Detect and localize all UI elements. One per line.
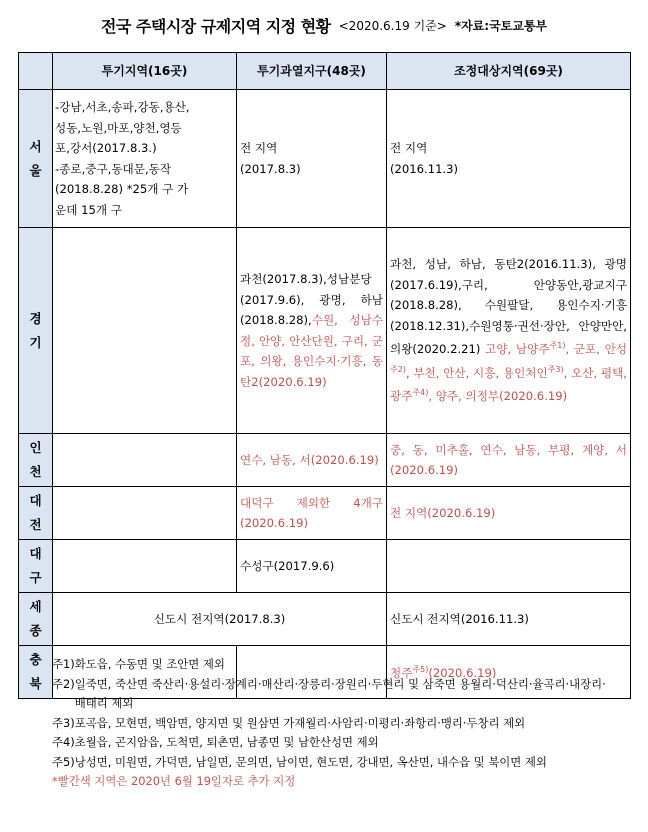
region-label bbox=[19, 135, 52, 183]
gyeonggi-adjustment-existing: 과천, 성남, 하남, 동탄2(2016.11.3), 광명(2017.6.19),구리, 안양동안,광교지구(2018.8.28), 수원팔달, 용인수지·기흥(2018.12.31),수원영통·권선·장안, 안양만안, 의왕(2020.2.21) bbox=[390, 257, 627, 357]
red-highlight-note: *빨간색 지역은 2020년 6월 19일자로 추가 지정 bbox=[52, 774, 296, 788]
seoul-overheated-date: (2017.8.3) bbox=[240, 161, 301, 176]
seoul-spec-line: 포,강서(2017.8.3.) bbox=[55, 141, 157, 155]
footnote-label: 주1) bbox=[52, 657, 75, 671]
gyeonggi-overheated-added: 수원, 성남수정, 안양, 안산단원, 구리, 군포, 의왕, 용인수지·기흥, 동탄2(2020.6.19) bbox=[240, 313, 383, 389]
seoul-adjustment-date: (2016.11.3) bbox=[390, 161, 459, 176]
incheon-overheated-cell: 연수, 남동, 서(2020.6.19) bbox=[237, 434, 387, 487]
footnote-text: 낭성면, 미원면, 가덕면, 남일면, 문의면, 남이면, 현도면, 강내면, 옥산면, 내수읍 및 북이면 제외 bbox=[74, 754, 547, 769]
region-seoul bbox=[19, 90, 53, 228]
added-area: , 오산, 평택, 광주 bbox=[390, 365, 627, 404]
region-char: 세 bbox=[29, 599, 42, 614]
column-header-speculative: 투기지역(16곳) bbox=[53, 53, 237, 90]
column-header-overheated: 투기과열지구(48곳) bbox=[237, 53, 387, 90]
daejeon-overheated-cell: 대덕구 제외한 4개구(2020.6.19) bbox=[237, 487, 387, 540]
gyeonggi-overheated-existing: 과천(2017.8.3),성남분당(2017.9.6), 광명, 하남(2018.8.28), bbox=[240, 272, 383, 327]
region-char: 구 bbox=[29, 570, 42, 585]
region-char: 인 bbox=[29, 440, 42, 455]
region-char: 대 bbox=[29, 493, 42, 508]
note-ref: 주2) bbox=[390, 364, 406, 374]
region-char: 충 bbox=[29, 652, 42, 667]
region-char: 종 bbox=[29, 623, 42, 638]
data-source: *자료:국토교통부 bbox=[454, 18, 548, 33]
region-char: 전 bbox=[29, 517, 42, 532]
region-label bbox=[19, 595, 52, 643]
footnote-text: 초월읍, 곤지암읍, 도척면, 퇴촌면, 남종면 및 남한산성면 제외 bbox=[74, 735, 379, 749]
footnote-label: 주3) bbox=[52, 715, 75, 730]
footnote-item bbox=[52, 733, 612, 753]
footnote-item bbox=[52, 675, 612, 714]
region-char: 대 bbox=[29, 546, 42, 561]
footnote-text: 일죽면, 죽산면 죽산리·용설리·장계리·매산리·장릉리·장원리·두현리 및 삼죽면 용월리·덕산리·율곡리·내장리·배태리 제외 bbox=[74, 676, 606, 710]
daejeon-adjustment-cell: 전 지역(2020.6.19) bbox=[387, 487, 631, 540]
region-label bbox=[19, 436, 52, 484]
added-date: (2020.6.19) bbox=[428, 666, 497, 681]
table-header-row bbox=[19, 53, 631, 90]
note-ref: 주4) bbox=[412, 388, 429, 398]
region-char: 천 bbox=[29, 464, 42, 479]
gyeonggi-overheated-cell bbox=[237, 228, 387, 434]
footnote-text: 포곡읍, 모현면, 백암면, 양지면 및 원삼면 가재월리·사암리·미평리·좌항리·맹리·두창리 제외 bbox=[74, 715, 526, 730]
header-corner bbox=[19, 53, 53, 90]
seoul-spec-line: 운데 15개 구 bbox=[55, 202, 122, 217]
regulation-table bbox=[18, 52, 631, 699]
region-label bbox=[19, 307, 52, 355]
daejeon-speculative-cell bbox=[53, 487, 237, 540]
note-ref: 주1) bbox=[549, 341, 566, 351]
seoul-spec-line: (2018.8.28) *25개 구 가 bbox=[55, 182, 189, 196]
region-char: 경 bbox=[29, 310, 42, 326]
seoul-adjustment-scope: 전 지역 bbox=[390, 141, 428, 155]
region-daejeon bbox=[19, 487, 53, 540]
added-area: , 양주, 의정부(2020.6.19) bbox=[428, 389, 568, 404]
seoul-overheated-scope: 전 지역 bbox=[240, 141, 278, 155]
footnote-label: 주4) bbox=[52, 735, 75, 749]
seoul-spec-line: -종로,중구,동대문,동작 bbox=[55, 161, 172, 176]
region-chungbuk bbox=[19, 646, 53, 699]
seoul-overheated-cell bbox=[237, 90, 387, 228]
gyeonggi-speculative-cell bbox=[53, 228, 237, 434]
region-incheon bbox=[19, 434, 53, 487]
page-title-row bbox=[0, 10, 648, 40]
table-row-seoul bbox=[19, 90, 631, 228]
footnote-item bbox=[52, 753, 612, 773]
added-area: 고양, 남양주 bbox=[485, 342, 550, 357]
added-area: , 부천, 안산, 시흥, 용인처인 bbox=[405, 365, 548, 380]
region-label bbox=[19, 489, 52, 537]
region-gyeonggi bbox=[19, 228, 53, 434]
region-label bbox=[19, 648, 52, 696]
note-ref: 주3) bbox=[547, 364, 564, 374]
table-row-daejeon bbox=[19, 487, 631, 540]
page-title: 전국 주택시장 규제지역 지정 현황 bbox=[100, 16, 331, 36]
footnote-label: 주2) bbox=[52, 676, 75, 691]
seoul-spec-line: -강남,서초,송파,강동,용산, bbox=[55, 100, 190, 114]
reference-date: <2020.6.19 기준> bbox=[338, 18, 447, 33]
footnote-item bbox=[52, 655, 612, 675]
added-area: 청주 bbox=[390, 666, 413, 681]
region-sejong bbox=[19, 593, 53, 646]
daegu-overheated-cell: 수성구(2017.9.6) bbox=[237, 540, 387, 593]
region-char: 북 bbox=[29, 676, 42, 691]
footnote-label: 주5) bbox=[52, 754, 75, 769]
seoul-speculative-cell bbox=[53, 90, 237, 228]
incheon-speculative-cell bbox=[53, 434, 237, 487]
incheon-adjustment-cell: 중, 동, 미추홀, 연수, 남동, 부평, 계양, 서(2020.6.19) bbox=[387, 434, 631, 487]
daegu-speculative-cell bbox=[53, 540, 237, 593]
sejong-speculative-overheated-cell: 신도시 전지역(2017.8.3) bbox=[53, 593, 387, 646]
column-header-adjustment: 조정대상지역(69곳) bbox=[387, 53, 631, 90]
table-row-incheon bbox=[19, 434, 631, 487]
table-row-daegu bbox=[19, 540, 631, 593]
seoul-spec-line: 성동,노원,마포,양천,영등 bbox=[55, 120, 182, 135]
table-row-gyeonggi bbox=[19, 228, 631, 434]
region-daegu bbox=[19, 540, 53, 593]
footnote-text: 화도읍, 수동면 및 조안면 제외 bbox=[74, 657, 225, 671]
region-char: 서 bbox=[29, 138, 42, 154]
footnotes bbox=[52, 655, 612, 792]
gyeonggi-adjustment-cell bbox=[387, 228, 631, 434]
seoul-adjustment-cell bbox=[387, 90, 631, 228]
region-char: 기 bbox=[29, 334, 42, 350]
table-row-sejong bbox=[19, 593, 631, 646]
footnote-item bbox=[52, 714, 612, 734]
region-char: 울 bbox=[29, 162, 42, 178]
region-label bbox=[19, 542, 52, 590]
added-area: , 군포, 안성 bbox=[565, 342, 628, 357]
note-ref: 주5) bbox=[412, 665, 429, 675]
sejong-adjustment-cell: 신도시 전지역(2016.11.3) bbox=[387, 593, 631, 646]
daegu-adjustment-cell bbox=[387, 540, 631, 593]
